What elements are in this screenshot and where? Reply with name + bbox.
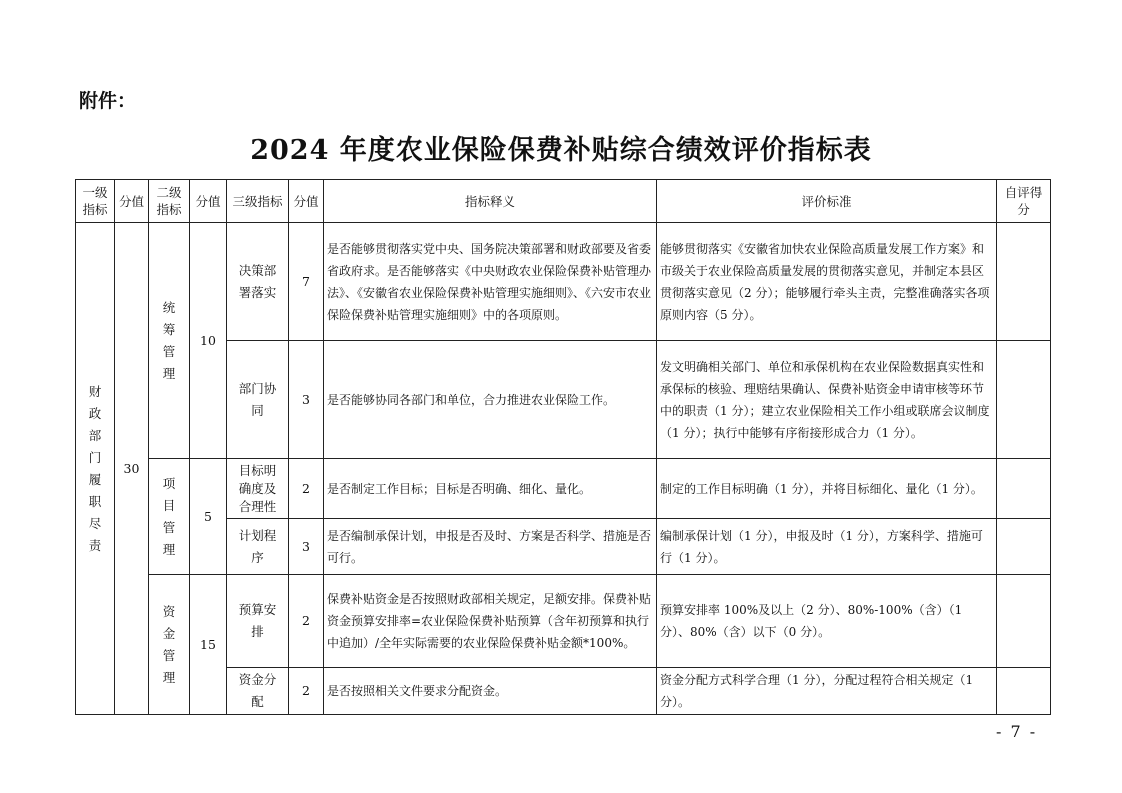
header-score1: 分值: [115, 180, 149, 223]
indicator-explanation: 是否制定工作目标；目标是否明确、细化、量化。: [324, 459, 657, 519]
evaluation-standard: 能够贯彻落实《安徽省加快农业保险高质量发展工作方案》和市级关于农业保险高质量发展的贯彻落实意见，并制定本县区贯彻落实意见（2 分）；能够履行牵头主责，完整准确落实各项原则内容（5 分）。: [657, 223, 997, 341]
header-score2: 分值: [190, 180, 227, 223]
level3-name: 预算安排: [227, 575, 289, 668]
header-self-score: 自评得分: [997, 180, 1051, 223]
level2-name: 统筹管理: [149, 223, 190, 459]
self-score-cell: [997, 519, 1051, 575]
header-level3: 三级指标: [227, 180, 289, 223]
level2-score: 15: [190, 575, 227, 715]
evaluation-standard: 资金分配方式科学合理（1 分），分配过程符合相关规定（1 分）。: [657, 668, 997, 715]
self-score-cell: [997, 575, 1051, 668]
evaluation-standard: 发文明确相关部门、单位和承保机构在农业保险数据真实性和承保标的核验、理赔结果确认、保费补贴资金申请审核等环节中的职责（1 分）；建立农业保险相关工作小组或联席会议制度（1 分）；执行中能够有序衔接形成合力（1 分）。: [657, 341, 997, 459]
self-score-cell: [997, 341, 1051, 459]
level3-name: 目标明确度及合理性: [227, 459, 289, 519]
level3-name: 资金分配: [227, 668, 289, 715]
level3-score: 2: [289, 459, 324, 519]
header-level1: 一级指标: [76, 180, 115, 223]
indicator-explanation: 是否编制承保计划，申报是否及时、方案是否科学、措施是否可行。: [324, 519, 657, 575]
level1-score: 30: [115, 223, 149, 715]
header-explanation: 指标释义: [324, 180, 657, 223]
level3-score: 2: [289, 575, 324, 668]
evaluation-standard: 编制承保计划（1 分），申报及时（1 分），方案科学、措施可行（1 分）。: [657, 519, 997, 575]
table-header-row: [76, 180, 1051, 223]
evaluation-standard: 制定的工作目标明确（1 分），并将目标细化、量化（1 分）。: [657, 459, 997, 519]
evaluation-index-table: [75, 179, 1051, 715]
level2-score: 5: [190, 459, 227, 575]
level2-score: 10: [190, 223, 227, 459]
level3-name: 计划程序: [227, 519, 289, 575]
table-row: [76, 575, 1051, 668]
level3-score: 3: [289, 519, 324, 575]
level3-name: 决策部署落实: [227, 223, 289, 341]
self-score-cell: [997, 223, 1051, 341]
level3-score: 3: [289, 341, 324, 459]
level2-name: 项目管理: [149, 459, 190, 575]
attachment-label: 附件：: [79, 90, 137, 112]
level1-name: 财政部门履职尽责: [76, 223, 115, 715]
page-title: 2024 年度农业保险保费补贴综合绩效评价指标表: [250, 135, 872, 166]
evaluation-standard: 预算安排率 100%及以上（2 分）、80%-100%（含）（1 分）、80%（含）以下（0 分）。: [657, 575, 997, 668]
header-standard: 评价标准: [657, 180, 997, 223]
indicator-explanation: 保费补贴资金是否按照财政部相关规定，足额安排。保费补贴资金预算安排率=农业保险保费补贴预算（含年初预算和执行中追加）/全年实际需要的农业保险保费补贴金额*100%。: [324, 575, 657, 668]
header-score3: 分值: [289, 180, 324, 223]
level3-score: 2: [289, 668, 324, 715]
indicator-explanation: 是否按照相关文件要求分配资金。: [324, 668, 657, 715]
level3-name: 部门协同: [227, 341, 289, 459]
indicator-explanation: 是否能够协同各部门和单位，合力推进农业保险工作。: [324, 341, 657, 459]
page-number: - 7 -: [996, 722, 1038, 741]
self-score-cell: [997, 459, 1051, 519]
header-level2: 二级指标: [149, 180, 190, 223]
self-score-cell: [997, 668, 1051, 715]
indicator-explanation: 是否能够贯彻落实党中央、国务院决策部署和财政部要及省委省政府求。是否能够落实《中央财政农业保险保费补贴管理办法》、《安徽省农业保险保费补贴管理实施细则》、《六安市农业保险保费补贴管理实施细则》中的各项原则。: [324, 223, 657, 341]
level3-score: 7: [289, 223, 324, 341]
table-row: [76, 223, 1051, 341]
table-row: [76, 459, 1051, 519]
level2-name: 资金管理: [149, 575, 190, 715]
